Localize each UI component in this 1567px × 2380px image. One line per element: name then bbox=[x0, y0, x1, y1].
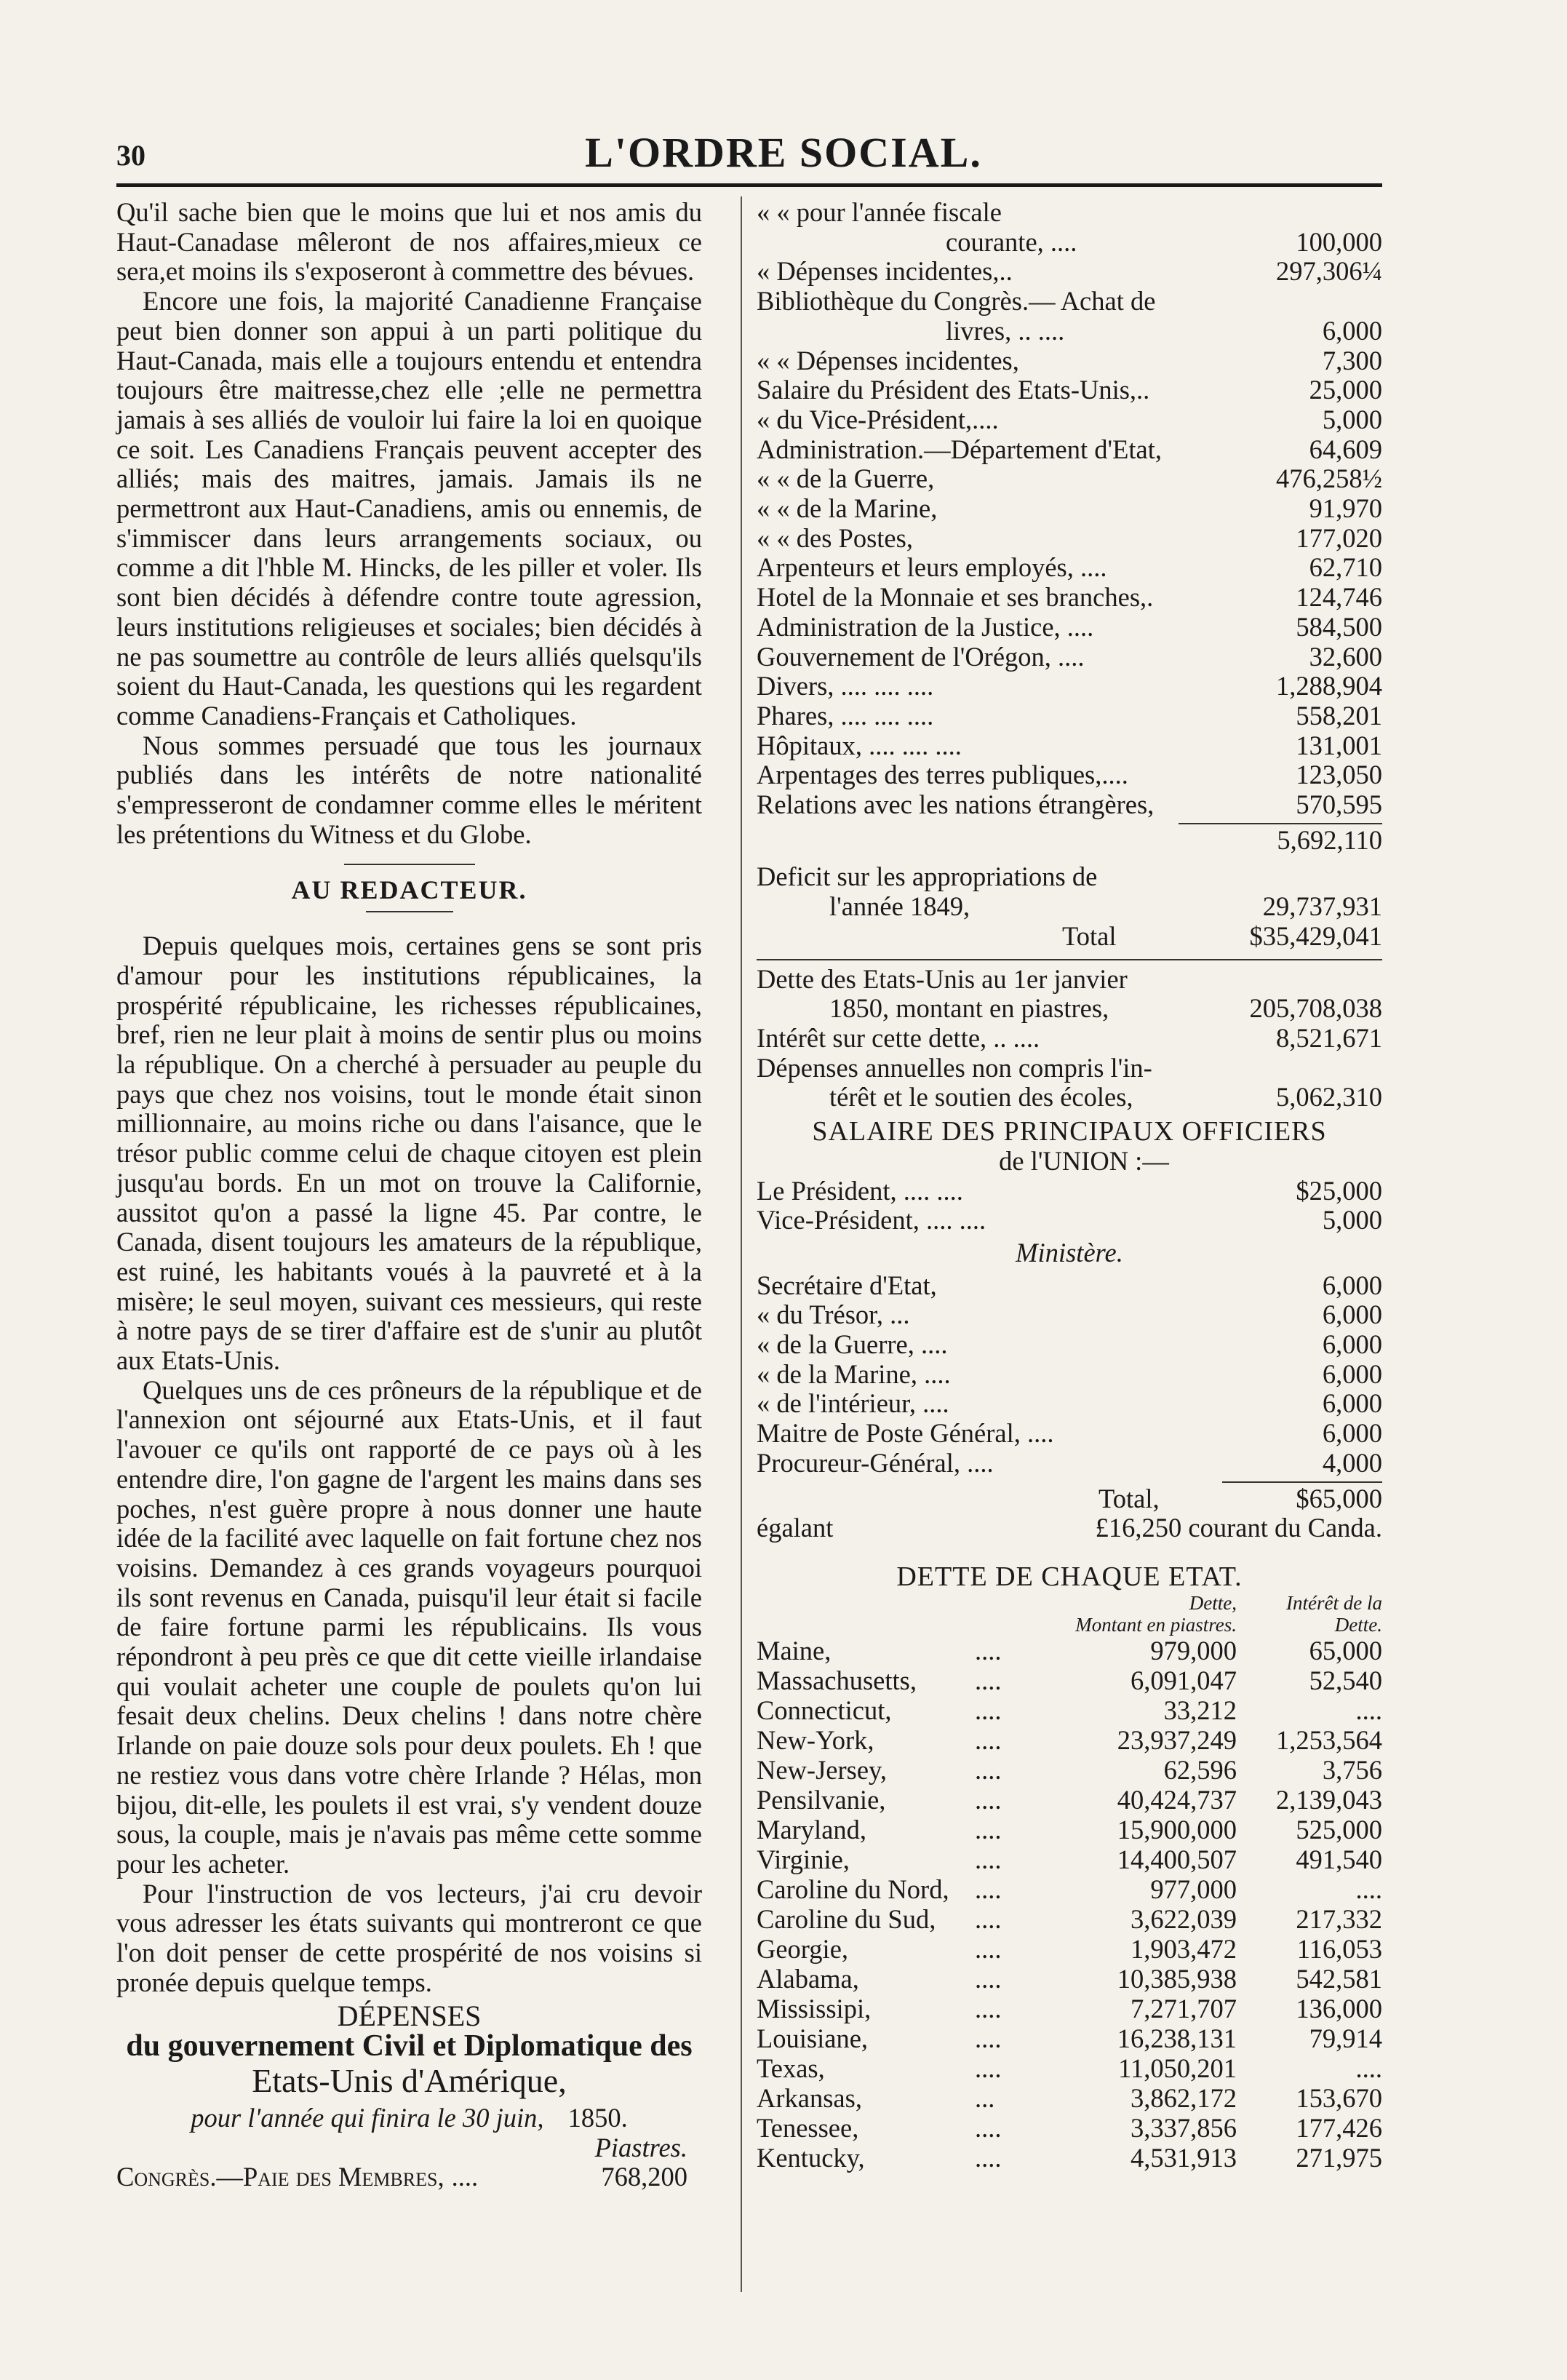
salary-row bbox=[757, 1330, 1382, 1360]
state-name: New-Jersey, bbox=[757, 1754, 888, 1785]
row-amount: 6,000 bbox=[1322, 1329, 1382, 1360]
sum-rule bbox=[1222, 1481, 1382, 1483]
page-number: 30 bbox=[116, 139, 145, 172]
expense-row bbox=[757, 613, 1382, 642]
expense-row bbox=[757, 228, 1382, 258]
state-dots: .... bbox=[975, 2112, 1002, 2143]
row-amount: 297,306¼ bbox=[1276, 256, 1382, 287]
row-amount: 62,710 bbox=[1309, 552, 1382, 583]
row-amount: 6,000 bbox=[1322, 1388, 1382, 1419]
depenses-subtitle-2: Etats-Unis d'Amérique, bbox=[252, 2061, 567, 2099]
sal-total-amount: $65,000 bbox=[1296, 1483, 1382, 1513]
congres-dots: .... bbox=[451, 2162, 479, 2192]
state-debt-table bbox=[757, 1636, 1382, 2173]
state-interest: 271,975 bbox=[1296, 2142, 1382, 2173]
state-row bbox=[757, 2143, 1382, 2173]
expense-row bbox=[757, 494, 1382, 524]
state-name: Georgie, bbox=[757, 1933, 849, 1964]
section-rule bbox=[757, 959, 1382, 960]
state-interest: 2,139,043 bbox=[1276, 1784, 1382, 1815]
period-text: pour l'année qui finira le 30 juin, bbox=[191, 2102, 544, 2133]
state-debt: 33,212 bbox=[1163, 1695, 1237, 1725]
state-dots: ... bbox=[975, 2082, 995, 2113]
row-label: Relations avec les nations étrangères, bbox=[757, 789, 1155, 820]
depenses-title: DÉPENSES bbox=[337, 1999, 482, 2033]
row-amount: 476,258½ bbox=[1276, 463, 1382, 494]
piastres-label: Piastres. bbox=[594, 2132, 687, 2162]
row-amount: 1,288,904 bbox=[1276, 671, 1382, 701]
state-name: Virginie, bbox=[757, 1844, 850, 1874]
state-name: Massachusetts, bbox=[757, 1665, 917, 1695]
state-name: Caroline du Sud, bbox=[757, 1903, 936, 1934]
interest-row bbox=[757, 1024, 1382, 1054]
expense-row bbox=[757, 375, 1382, 405]
row-amount: 558,201 bbox=[1296, 700, 1382, 731]
expense-row bbox=[757, 553, 1382, 583]
state-debt: 7,271,707 bbox=[1131, 1993, 1237, 2023]
expenses-list bbox=[757, 198, 1382, 820]
row-label: « de la Marine, .... bbox=[757, 1358, 951, 1389]
expense-row bbox=[757, 672, 1382, 701]
salary-row bbox=[757, 1271, 1382, 1301]
state-name: Louisiane, bbox=[757, 2023, 869, 2053]
state-interest: .... bbox=[1355, 2053, 1382, 2083]
expense-row bbox=[757, 405, 1382, 435]
expense-row bbox=[757, 317, 1382, 346]
row-label: Vice-Président, .... .... bbox=[757, 1205, 986, 1235]
state-name: Kentucky, bbox=[757, 2142, 865, 2173]
state-row bbox=[757, 1665, 1382, 1695]
expense-row bbox=[757, 435, 1382, 465]
row-label: Le Président, .... .... bbox=[757, 1175, 963, 1206]
row-amount: 123,050 bbox=[1296, 760, 1382, 790]
row-amount: $25,000 bbox=[1296, 1175, 1382, 1206]
state-debt: 4,531,913 bbox=[1131, 2142, 1237, 2173]
left-column bbox=[116, 198, 702, 2192]
state-dots: .... bbox=[975, 1784, 1002, 1815]
state-dots: .... bbox=[975, 1844, 1002, 1874]
row-label: « du Trésor, ... bbox=[757, 1300, 910, 1330]
state-debt: 979,000 bbox=[1150, 1635, 1237, 1665]
state-interest: 491,540 bbox=[1296, 1844, 1382, 1874]
state-dots: .... bbox=[975, 1993, 1002, 2023]
row-amount: 100,000 bbox=[1296, 226, 1382, 257]
row-label: livres, .. .... bbox=[946, 315, 1065, 346]
depenses-period bbox=[116, 2104, 702, 2133]
row-amount: 131,001 bbox=[1296, 730, 1382, 760]
state-debt: 3,622,039 bbox=[1131, 1903, 1237, 1934]
state-name: Connecticut, bbox=[757, 1695, 892, 1725]
state-debt: 6,091,047 bbox=[1131, 1665, 1237, 1695]
congres-amount: 768,200 bbox=[601, 2162, 687, 2192]
annual-amount: 5,062,310 bbox=[1276, 1082, 1382, 1113]
row-label: Maitre de Poste Général, .... bbox=[757, 1418, 1054, 1449]
state-row bbox=[757, 1815, 1382, 1844]
state-debt: 1,903,472 bbox=[1131, 1933, 1237, 1964]
row-label: « « de la Marine, bbox=[757, 493, 938, 524]
row-amount: 6,000 bbox=[1322, 1418, 1382, 1449]
state-row bbox=[757, 1725, 1382, 1755]
row-label: Secrétaire d'Etat, bbox=[757, 1270, 937, 1300]
state-debt: 23,937,249 bbox=[1117, 1724, 1237, 1755]
header-rule bbox=[116, 183, 1382, 187]
state-name: Texas, bbox=[757, 2053, 825, 2083]
row-label: « « de la Guerre, bbox=[757, 463, 935, 494]
state-debt: 62,596 bbox=[1163, 1754, 1237, 1785]
state-dots: .... bbox=[975, 2053, 1002, 2083]
state-interest: .... bbox=[1355, 1874, 1382, 1904]
state-dots: .... bbox=[975, 1933, 1002, 1964]
salary-row bbox=[757, 1389, 1382, 1419]
row-label: Hôpitaux, .... .... .... bbox=[757, 730, 962, 760]
row-amount: 584,500 bbox=[1296, 611, 1382, 642]
salary-row bbox=[757, 1449, 1382, 1478]
row-amount: 5,000 bbox=[1322, 404, 1382, 434]
section-title: AU REDACTEUR. bbox=[291, 875, 527, 905]
state-row bbox=[757, 1874, 1382, 1904]
state-dots: .... bbox=[975, 2023, 1002, 2053]
row-label: Bibliothèque du Congrès.— Achat de bbox=[757, 286, 1156, 317]
state-debt: 10,385,938 bbox=[1117, 1963, 1237, 1994]
subtotal-amount: 5,692,110 bbox=[1277, 824, 1382, 855]
state-dots: .... bbox=[975, 1665, 1002, 1695]
row-label: Phares, .... .... .... bbox=[757, 700, 934, 731]
debt-amount: 205,708,038 bbox=[1249, 993, 1382, 1024]
annual-label: Dépenses annuelles non compris l'in- bbox=[757, 1052, 1152, 1083]
state-interest: 217,332 bbox=[1296, 1903, 1382, 1934]
row-label: courante, .... bbox=[946, 226, 1077, 257]
row-amount: 32,600 bbox=[1309, 641, 1382, 672]
state-dots: .... bbox=[975, 1695, 1002, 1725]
col-montant: Montant en piastres. bbox=[1075, 1613, 1237, 1636]
congres-row bbox=[116, 2162, 702, 2192]
deficit-label: Deficit sur les appropriations de bbox=[757, 861, 1098, 892]
row-label: Arpenteurs et leurs employés, .... bbox=[757, 552, 1107, 583]
row-amount: 5,000 bbox=[1322, 1205, 1382, 1235]
row-label: Salaire du Président des Etats-Unis,.. bbox=[757, 375, 1150, 405]
state-name: Arkansas, bbox=[757, 2082, 862, 2113]
row-label: Divers, .... .... .... bbox=[757, 671, 934, 701]
row-label: Administration de la Justice, .... bbox=[757, 611, 1094, 642]
row-amount: 124,746 bbox=[1296, 582, 1382, 613]
state-row bbox=[757, 1785, 1382, 1815]
paragraph: Encore une fois, la majorité Canadienne Française peut bien donner son appui à un parti politique du Haut-Canada, mais elle a toujours entendu et entendra toujours être maitresse,chez elle ;elle ne permettra jamais à ses alliés de vouloir lui faire la loi en quoique ce soit. Les Canadiens Français peuvent accepter des alliés; mais des maitres, jamais. Jamais ils ne permettront aux Haut-Canadiens, amis ou ennemis, de s'immiscer dans leurs arrangements sociaux, ou comme a dit l'hble M. Hincks, de les piller et voler. Ils sont bien décidés à défendre contre toute agression, leurs institutions religieuses et sociales; bien décidés à ne pas soumettre au contrôle de leurs alliés quelsqu'ils soient du Haut-Canada, les questions qui les regardent comme Canadiens-Français et Catholiques. bbox=[116, 286, 702, 731]
state-debt: 16,238,131 bbox=[1117, 2023, 1237, 2053]
expense-row bbox=[757, 524, 1382, 554]
state-row bbox=[757, 1695, 1382, 1725]
row-label: Administration.—Département d'Etat, bbox=[757, 434, 1162, 464]
state-row bbox=[757, 1904, 1382, 1934]
state-row bbox=[757, 2113, 1382, 2143]
masthead-title: L'ORDRE SOCIAL. bbox=[585, 129, 982, 176]
salary-row bbox=[757, 1360, 1382, 1390]
salary-row bbox=[757, 1419, 1382, 1449]
state-dots: .... bbox=[975, 1635, 1002, 1665]
row-label: Procureur-Général, .... bbox=[757, 1447, 994, 1478]
state-name: Caroline du Nord, bbox=[757, 1874, 949, 1904]
expense-row bbox=[757, 701, 1382, 731]
deficit-row-2 bbox=[757, 892, 1382, 922]
state-dots: .... bbox=[975, 2142, 1002, 2173]
col-dette-2: Dette. bbox=[1334, 1613, 1382, 1636]
expense-row bbox=[757, 287, 1382, 317]
divider bbox=[344, 864, 475, 865]
debt-label-2: 1850, montant en piastres, bbox=[829, 993, 1109, 1024]
expense-row bbox=[757, 642, 1382, 672]
sal-total-row bbox=[757, 1484, 1382, 1514]
state-debt: 3,337,856 bbox=[1131, 2112, 1237, 2143]
expense-row bbox=[757, 198, 1382, 228]
state-dots: .... bbox=[975, 1874, 1002, 1904]
interest-label: Intérêt sur cette dette, .. .... bbox=[757, 1022, 1040, 1053]
row-label: « Dépenses incidentes,.. bbox=[757, 256, 1013, 287]
state-interest: 177,426 bbox=[1296, 2112, 1382, 2143]
state-interest: 542,581 bbox=[1296, 1963, 1382, 1994]
salaries-top-list bbox=[757, 1177, 1382, 1235]
expense-row bbox=[757, 731, 1382, 761]
state-debt: 15,900,000 bbox=[1117, 1814, 1237, 1844]
expense-row bbox=[757, 346, 1382, 376]
total-row bbox=[757, 922, 1382, 952]
state-row bbox=[757, 2083, 1382, 2113]
debt-table-title: DETTE DE CHAQUE ETAT. bbox=[896, 1561, 1243, 1592]
state-dots: .... bbox=[975, 1963, 1002, 1994]
state-name: Tenessee, bbox=[757, 2112, 859, 2143]
debt-table-header bbox=[757, 1592, 1382, 1614]
expense-row bbox=[757, 464, 1382, 494]
paragraph: Qu'il sache bien que le moins que lui et nos amis du Haut-Canadase mêleront de nos affaires,mieux ce sera,et moins ils s'exposeront à commettre des bévues. bbox=[116, 197, 702, 287]
state-debt: 11,050,201 bbox=[1118, 2053, 1237, 2083]
salary-row bbox=[757, 1177, 1382, 1206]
letter-paragraph: Pour l'instruction de vos lecteurs, j'ai cru devoir vous adresser les états suivants qui montreront ce que l'on doit penser de cette prospérité de nos voisins si pronée depuis quelque temps. bbox=[116, 1878, 702, 1997]
total-amount: $35,429,041 bbox=[1249, 920, 1382, 951]
subtotal-row bbox=[757, 826, 1382, 856]
sal-total-label: Total, bbox=[1099, 1483, 1160, 1513]
letter-paragraph: Quelques uns de ces prôneurs de la république et de l'annexion ont séjourné aux Etats-Unis, et il faut l'avouer ce qu'ils ont rapporté de ce pays où à les entendre dire, l'on gagne de l'argent les mains dans ses poches, n'est guère propre à nous donner une haute idée de la facilité avec laquelle on fait fortune chez nos voisins. Demandez à ces grands voyageurs pourquoi ils sont revenus en Canada, puisqu'il leur était si facile de faire fortune parmi les républicains. Ils vous répondront à peu près ce que dit cette vieille irlandaise qui voulait acheter une couple de poulets qu'on lui fesait deux chelins. Deux chelins ! dans notre chère Irlande on paie douze sols pour deux poulets. Eh ! que ne restiez vous dans votre chère Irlande ? Hélas, mon bijou, dit-elle, les poulets il est vrai, s'y vendent douze sous, la couple, mais je n'avais pas même cette somme pour les acheter. bbox=[116, 1374, 702, 1879]
state-interest: 116,053 bbox=[1296, 1933, 1382, 1964]
row-label: Arpentages des terres publiques,.... bbox=[757, 760, 1128, 790]
salary-row bbox=[757, 1206, 1382, 1235]
state-row bbox=[757, 1755, 1382, 1785]
congres-label: Congrès.—Paie des Membres, bbox=[116, 2162, 444, 2192]
total-label: Total bbox=[1062, 920, 1117, 951]
state-name: New-York, bbox=[757, 1724, 874, 1755]
row-amount: 64,609 bbox=[1309, 434, 1382, 464]
row-label: Gouvernement de l'Orégon, .... bbox=[757, 641, 1085, 672]
row-amount: 6,000 bbox=[1322, 1358, 1382, 1389]
column-divider bbox=[741, 196, 742, 2292]
row-amount: 25,000 bbox=[1309, 375, 1382, 405]
row-amount: 7,300 bbox=[1322, 345, 1382, 375]
row-amount: 4,000 bbox=[1322, 1447, 1382, 1478]
row-label: « du Vice-Président,.... bbox=[757, 404, 999, 434]
row-label: Hotel de la Monnaie et ses branches,. bbox=[757, 582, 1154, 613]
row-label: « de l'intérieur, .... bbox=[757, 1388, 949, 1419]
annual-label-2: térêt et le soutien des écoles, bbox=[829, 1082, 1133, 1113]
state-interest: 136,000 bbox=[1296, 1993, 1382, 2023]
depenses-subtitle: du gouvernement Civil et Diplomatique des bbox=[126, 2029, 693, 2063]
row-label: « « pour l'année fiscale bbox=[757, 197, 1002, 227]
expense-row bbox=[757, 583, 1382, 613]
state-dots: .... bbox=[975, 1903, 1002, 1934]
ministere-heading: Ministère. bbox=[1016, 1237, 1123, 1267]
salaries-title: SALAIRE DES PRINCIPAUX OFFICIERS bbox=[812, 1116, 1327, 1147]
row-label: « « des Postes, bbox=[757, 522, 913, 553]
letter-paragraph: Depuis quelques mois, certaines gens se sont pris d'amour pour les institutions républicaines, la prospérité républicaine, les richesses républicaines, bref, rien ne leur plait à moins de sentir plus ou moins la république. On a cherché à persuader au peuple du pays que chez nos voisins, tout le monde était sinon millionnaire, au moins riche ou dans l'aisance, que le trésor public comme celui de chaque citoyen est plein jusqu'au bords. En un mot on trouve la Californie, aussitot qu'on a passé la ligne 45. Par contre, le Canada, disent toujours les amateurs de la république, est ruiné, les habitants voués à la pauvreté et à la misère; le seul moyen, suivant ces messieurs, qui reste à notre pays de se tirer d'affaire est de s'unir au plutôt aux Etats-Unis. bbox=[116, 931, 702, 1376]
col-dette: Dette, bbox=[1189, 1591, 1237, 1614]
state-dots: .... bbox=[975, 1814, 1002, 1844]
sum-rule bbox=[1179, 823, 1382, 824]
paragraph: Nous sommes persuadé que tous les journaux publiés dans les intérêts de notre nationalité s'empresseront de condamner comme elles le méritent les prétentions du Witness et du Globe. bbox=[116, 730, 702, 849]
state-interest: 153,670 bbox=[1296, 2082, 1382, 2113]
state-interest: 65,000 bbox=[1309, 1635, 1382, 1665]
state-debt: 3,862,172 bbox=[1131, 2082, 1237, 2113]
divider bbox=[366, 911, 453, 912]
state-interest: 525,000 bbox=[1296, 1814, 1382, 1844]
row-amount: 6,000 bbox=[1322, 1300, 1382, 1330]
state-dots: .... bbox=[975, 1724, 1002, 1755]
row-amount: 91,970 bbox=[1309, 493, 1382, 524]
egalant-amount: £16,250 courant du Canda. bbox=[1095, 1513, 1382, 1543]
state-row bbox=[757, 1994, 1382, 2023]
expense-row bbox=[757, 790, 1382, 820]
state-interest: 1,253,564 bbox=[1276, 1724, 1382, 1755]
row-amount: 570,595 bbox=[1296, 789, 1382, 820]
egalant-row bbox=[757, 1513, 1382, 1543]
state-row bbox=[757, 1964, 1382, 1994]
state-interest: .... bbox=[1355, 1695, 1382, 1725]
row-amount: 177,020 bbox=[1296, 522, 1382, 553]
state-dots: .... bbox=[975, 1754, 1002, 1785]
right-column bbox=[757, 198, 1382, 2173]
interest-amount: 8,521,671 bbox=[1276, 1022, 1382, 1053]
debt-label: Dette des Etats-Unis au 1er janvier bbox=[757, 963, 1128, 994]
salary-row bbox=[757, 1300, 1382, 1330]
state-name: Alabama, bbox=[757, 1963, 859, 1994]
deficit-row bbox=[757, 862, 1382, 892]
deficit-label-2: l'année 1849, bbox=[829, 891, 970, 922]
deficit-amount: 29,737,931 bbox=[1262, 891, 1382, 922]
state-debt: 40,424,737 bbox=[1117, 1784, 1237, 1815]
state-row bbox=[757, 2023, 1382, 2053]
expense-row bbox=[757, 760, 1382, 790]
state-debt: 977,000 bbox=[1150, 1874, 1237, 1904]
salaries-list bbox=[757, 1271, 1382, 1478]
row-amount: 6,000 bbox=[1322, 315, 1382, 346]
state-row bbox=[757, 1844, 1382, 1874]
period-year: 1850. bbox=[567, 2102, 628, 2133]
row-label: « « Dépenses incidentes, bbox=[757, 345, 1019, 375]
salaries-subtitle: de l'UNION :— bbox=[999, 1145, 1169, 1176]
row-label: « de la Guerre, .... bbox=[757, 1329, 948, 1360]
state-interest: 79,914 bbox=[1309, 2023, 1382, 2053]
debt-table-header-2 bbox=[757, 1614, 1382, 1636]
state-row bbox=[757, 1934, 1382, 1964]
state-interest: 52,540 bbox=[1309, 1665, 1382, 1695]
state-row bbox=[757, 2053, 1382, 2083]
state-name: Mississipi, bbox=[757, 1993, 872, 2023]
egalant-label: égalant bbox=[757, 1513, 834, 1543]
state-name: Maine, bbox=[757, 1635, 832, 1665]
row-amount: 6,000 bbox=[1322, 1270, 1382, 1300]
state-interest: 3,756 bbox=[1322, 1754, 1382, 1785]
state-name: Pensilvanie, bbox=[757, 1784, 886, 1815]
col-interet: Intérêt de la bbox=[1286, 1591, 1382, 1614]
state-row bbox=[757, 1636, 1382, 1665]
state-name: Maryland, bbox=[757, 1814, 867, 1844]
annual-row bbox=[757, 1083, 1382, 1113]
debt-row bbox=[757, 994, 1382, 1024]
state-debt: 14,400,507 bbox=[1117, 1844, 1237, 1874]
expense-row bbox=[757, 257, 1382, 287]
